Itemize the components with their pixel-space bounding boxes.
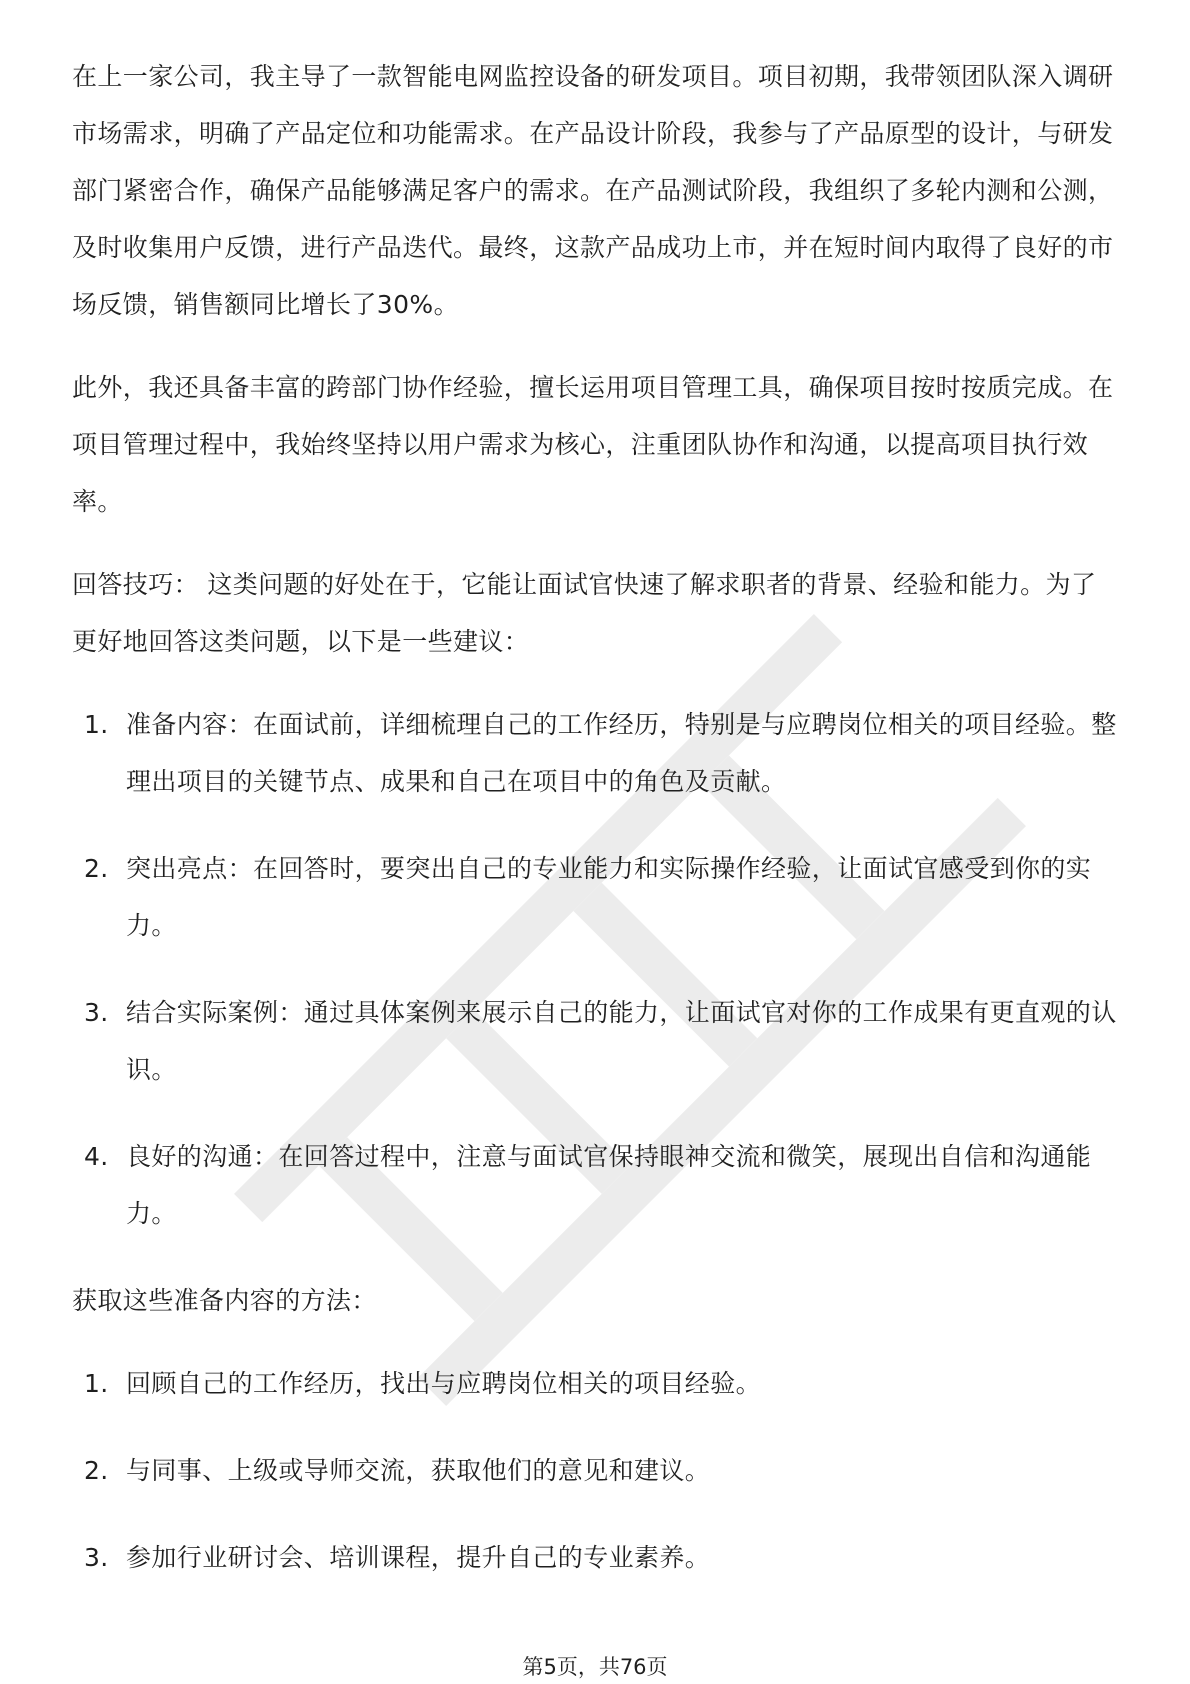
paragraph-project-experience: 在上一家公司，我主导了一款智能电网监控设备的研发项目。项目初期，我带领团队深入调研市场需求，明确了产品定位和功能需求。在产品设计阶段，我参与了产品原型的设计，与研发部门紧密合作，确保产品能够满足客户的需求。在产品测试阶段，我组织了多轮内测和公测，及时收集用户反馈，进行产品迭代。最终，这款产品成功上市，并在短时间内取得了良好的市场反馈，销售额同比增长了30%。 [72, 62, 1114, 319]
methods-heading: 获取这些准备内容的方法： [72, 1286, 377, 1315]
document-body [72, 48, 1118, 1616]
tips-list [72, 696, 1118, 1242]
list-item: 4. 良好的沟通：在回答过程中，注意与面试官保持眼神交流和微笑，展现出自信和沟通能力。 [84, 1142, 1092, 1228]
list-item: 2. 与同事、上级或导师交流，获取他们的意见和建议。 [84, 1456, 711, 1485]
list-item: 1. 准备内容：在面试前，详细梳理自己的工作经历，特别是与应聘岗位相关的项目经验。整理出项目的关键节点、成果和自己在项目中的角色及贡献。 [84, 710, 1117, 796]
paragraph-collaboration: 此外，我还具备丰富的跨部门协作经验，擅长运用项目管理工具，确保项目按时按质完成。在项目管理过程中，我始终坚持以用户需求为核心，注重团队协作和沟通，以提高项目执行效率。 [72, 373, 1114, 516]
list-item: 3. 参加行业研讨会、培训课程，提升自己的专业素养。 [84, 1543, 711, 1572]
list-item: 3. 结合实际案例：通过具体案例来展示自己的能力，让面试官对你的工作成果有更直观的认识。 [84, 998, 1117, 1084]
paragraph-answer-tips: 回答技巧： 这类问题的好处在于，它能让面试官快速了解求职者的背景、经验和能力。为了更好地回答这类问题，以下是一些建议： [72, 570, 1097, 656]
methods-list [72, 1355, 1118, 1586]
page-number: 第5页，共76页 [522, 1655, 668, 1679]
list-item: 2. 突出亮点：在回答时，要突出自己的专业能力和实际操作经验，让面试官感受到你的实力。 [84, 854, 1092, 940]
list-item: 1. 回顾自己的工作经历，找出与应聘岗位相关的项目经验。 [84, 1369, 762, 1398]
